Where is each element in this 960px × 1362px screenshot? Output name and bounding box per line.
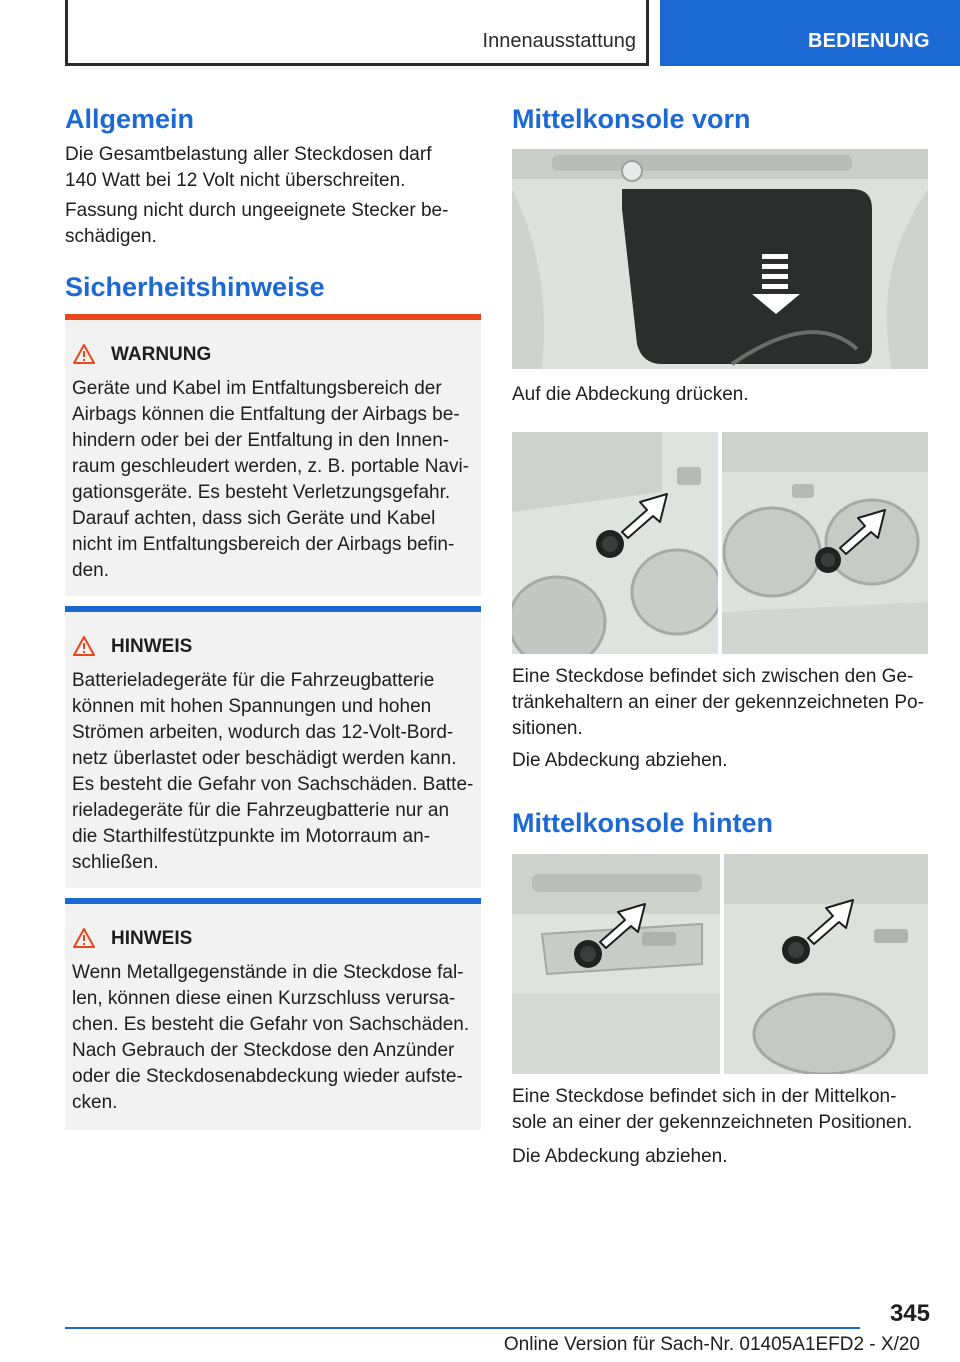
header-bottom-rule — [65, 63, 649, 66]
notice-box — [65, 606, 481, 888]
notice-box — [65, 898, 481, 1130]
caption: Die Abdeckung abziehen. — [512, 1146, 728, 1167]
caption-line: tränkehaltern an einer der gekennzeichneten Po- — [512, 692, 924, 713]
paragraph-line: Die Gesamtbelastung aller Steckdosen darf — [65, 144, 432, 165]
notice-triangle-icon — [73, 636, 95, 656]
page-number: 345 — [889, 1300, 930, 1327]
footer-online-version: Online Version für Sach-Nr. 01405A1EFD2 - X/20 — [503, 1334, 920, 1355]
text-line: Wenn Metallgegenstände in die Steckdose fal- — [72, 962, 464, 983]
section-title: Innenausstattung — [482, 30, 636, 52]
heading-allgemein: Allgemein — [65, 104, 195, 134]
caption-line: sitionen. — [512, 718, 583, 739]
caption-line: sole an einer der gekennzeichneten Positionen. — [512, 1112, 913, 1133]
caption-line: Eine Steckdose befindet sich in der Mittelkon- — [512, 1086, 897, 1107]
warning-box — [65, 314, 481, 596]
text-line: len, können diese einen Kurzschluss verursa- — [72, 988, 456, 1009]
rear-console-socket-image-right — [724, 854, 928, 1074]
text-line: nicht im Entfaltungsbereich der Airbags befin- — [72, 534, 455, 555]
text-line: oder die Steckdosenabdeckung wieder aufste- — [72, 1066, 463, 1087]
heading-mittelkonsole-hinten: Mittelkonsole hinten — [512, 808, 774, 838]
text-line: netz überlastet oder beschädigt werden kann. — [72, 748, 457, 769]
text-line: gationsgeräte. Es besteht Verletzungsgefahr. — [72, 482, 451, 503]
text-line: cken. — [72, 1092, 118, 1113]
text-line: Batterieladegeräte für die Fahrzeugbatterie — [72, 670, 435, 691]
text-line: rieladegeräte für die Fahrzeugbatterie nur an — [72, 800, 450, 821]
text-line: raum geschleudert werden, z. B. portable Navi- — [72, 456, 470, 477]
paragraph-line: 140 Watt bei 12 Volt nicht überschreiten. — [65, 170, 406, 191]
caption: Die Abdeckung abziehen. — [512, 750, 728, 771]
cupholder-socket-image-right — [722, 432, 928, 654]
chapter-tab[interactable] — [660, 0, 960, 66]
text-line: die Starthilfestützpunkte im Motorraum an- — [72, 826, 430, 847]
warning-text — [72, 376, 478, 584]
text-line: können mit hohen Spannungen und hohen — [72, 696, 432, 717]
text-line: Nach Gebrauch der Steckdose den Anzünder — [72, 1040, 455, 1061]
caption: Auf die Abdeckung drücken. — [512, 384, 749, 405]
notice-text — [72, 960, 478, 1116]
notice-title: HINWEIS — [111, 928, 193, 949]
footer-rule — [65, 1327, 860, 1329]
warning-bar — [65, 314, 481, 320]
text-line: Es besteht die Gefahr von Sachschäden. Batte- — [72, 774, 474, 795]
text-line: den. — [72, 560, 109, 581]
notice-bar — [65, 606, 481, 612]
heading-mittelkonsole-vorn: Mittelkonsole vorn — [512, 104, 751, 134]
chapter-tab-label: BEDIENUNG — [808, 30, 930, 52]
notice-bar — [65, 898, 481, 904]
warning-title: WARNUNG — [111, 344, 212, 365]
header-separator — [646, 0, 649, 66]
text-line: Geräte und Kabel im Entfaltungsbereich der — [72, 378, 442, 399]
text-line: chen. Es besteht die Gefahr von Sachschäden. — [72, 1014, 470, 1035]
caption-line: Eine Steckdose befindet sich zwischen den Ge- — [512, 666, 914, 687]
paragraph-line: schädigen. — [65, 226, 157, 247]
notice-text — [72, 668, 478, 876]
console-cover-image — [512, 149, 928, 369]
notice-title: HINWEIS — [111, 636, 193, 657]
header-left-rule — [65, 0, 68, 66]
cupholder-socket-image-left — [512, 432, 718, 654]
text-line: schließen. — [72, 852, 159, 873]
rear-console-socket-image-left — [512, 854, 720, 1074]
warning-triangle-icon — [73, 344, 95, 364]
text-line: Darauf achten, dass sich Geräte und Kabel — [72, 508, 436, 529]
paragraph-line: Fassung nicht durch ungeeignete Stecker be- — [65, 200, 449, 221]
heading-sicherheitshinweise: Sicherheitshinweise — [65, 272, 325, 302]
text-line: hindern oder bei der Entfaltung in den Innen- — [72, 430, 450, 451]
notice-triangle-icon — [73, 928, 95, 948]
text-line: Strömen arbeiten, wodurch das 12-Volt-Bord- — [72, 722, 454, 743]
text-line: Airbags können die Entfaltung der Airbags be- — [72, 404, 460, 425]
